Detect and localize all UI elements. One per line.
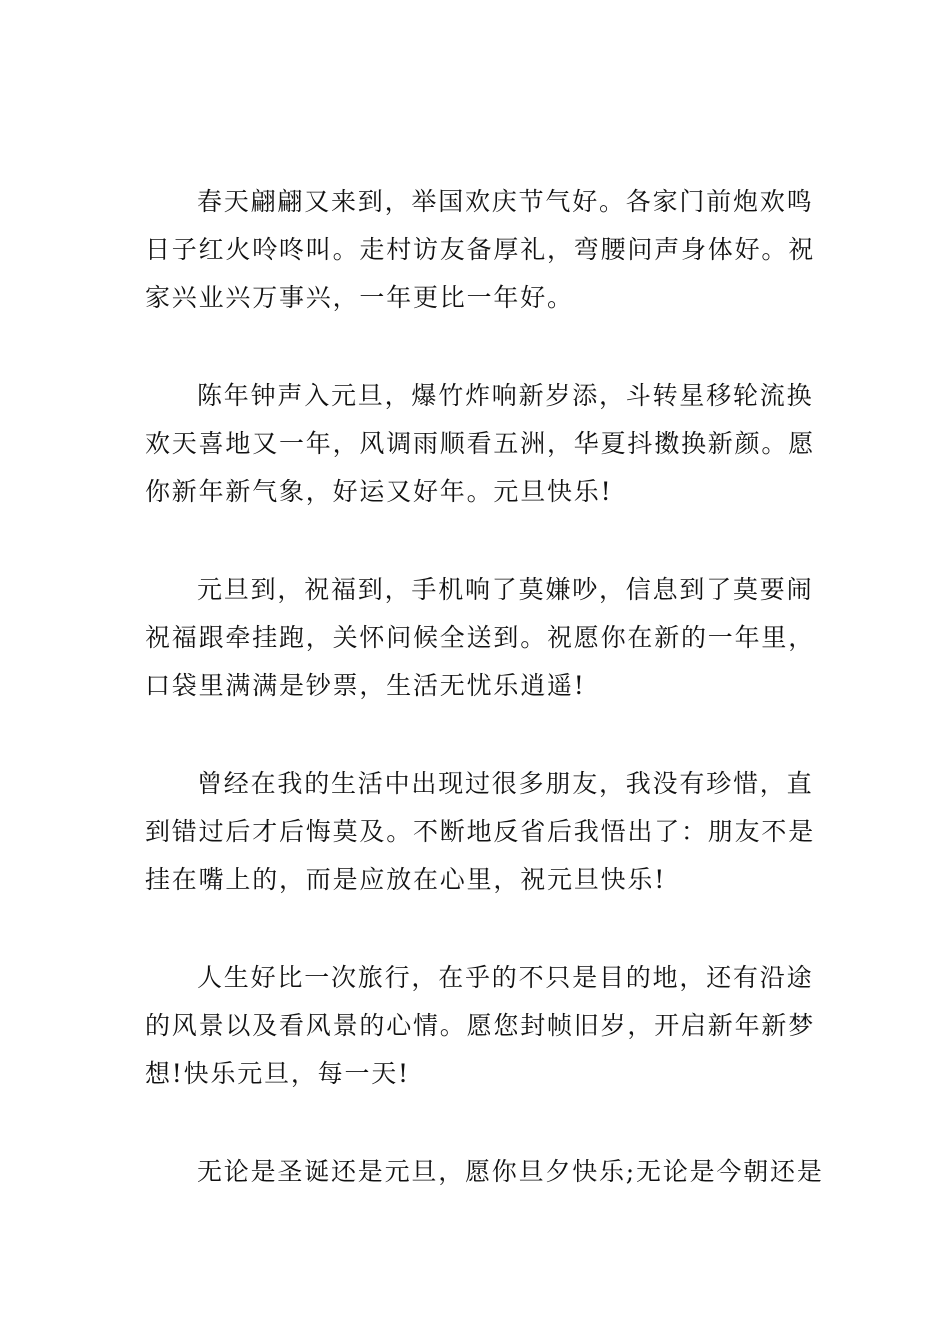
paragraph-line: 无论是圣诞还是元旦，愿你旦夕快乐;无论是今朝还是 [197,1157,824,1186]
paragraph-line: 到错过后才后悔莫及。不断地反省后我悟出了：朋友不是 [145,817,816,846]
paragraph-line: 欢天喜地又一年，风调雨顺看五洲，华夏抖擞换新颜。愿 [145,429,816,458]
paragraph-1 [145,178,816,322]
paragraph-line: 日子红火呤咚叫。走村访友备厚礼，弯腰问声身体好。祝 [145,235,816,264]
document-body [145,178,824,1246]
paragraph-2 [145,372,816,516]
paragraph-line: 想!快乐元旦，每一天! [145,1059,410,1088]
paragraph-line: 人生好比一次旅行，在乎的不只是目的地，还有沿途 [197,963,814,992]
paragraph-line: 曾经在我的生活中出现过很多朋友，我没有珍惜，直 [197,769,814,798]
paragraph-line: 春天翩翩又来到，举国欢庆节气好。各家门前炮欢鸣 [197,187,814,216]
paragraph-line: 挂在嘴上的，而是应放在心里，祝元旦快乐! [145,865,667,894]
paragraph-line: 的风景以及看风景的心情。愿您封帧旧岁，开启新年新梦 [145,1011,816,1040]
paragraph-line: 你新年新气象，好运又好年。元旦快乐! [145,477,613,506]
paragraph-line: 家兴业兴万事兴，一年更比一年好。 [145,283,574,312]
paragraph-6 [145,1148,824,1196]
paragraph-4 [145,760,816,904]
paragraph-3 [145,566,816,710]
paragraph-line: 元旦到，祝福到，手机响了莫嫌吵，信息到了莫要闹 [197,575,814,604]
paragraph-line: 口袋里满满是钞票，生活无忧乐逍遥! [145,671,586,700]
paragraph-line: 陈年钟声入元旦，爆竹炸响新岁添，斗转星移轮流换 [197,381,814,410]
paragraph-line: 祝福跟牵挂跑，关怀问候全送到。祝愿你在新的一年里， [145,623,816,652]
paragraph-5 [145,954,816,1098]
